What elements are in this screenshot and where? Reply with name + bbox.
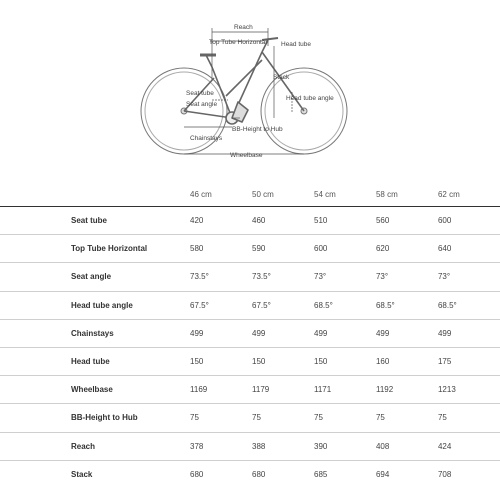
table-cell: 75: [375, 413, 385, 423]
label-stack: Stack: [273, 74, 290, 81]
table-cell: 640: [437, 244, 452, 254]
table-cell: 1171: [314, 385, 332, 395]
frame: [184, 38, 304, 124]
table-cell: 73°: [375, 272, 389, 282]
table-cell: 67.5°: [190, 300, 209, 310]
table-row: [0, 376, 500, 404]
table-cell: 150: [314, 357, 328, 367]
table-cell: 620: [375, 244, 390, 254]
row-label: BB-Height to Hub: [71, 413, 138, 423]
table-cell: 694: [375, 469, 390, 479]
row-label: Wheelbase: [71, 385, 113, 395]
table-cell: 73°: [437, 272, 451, 282]
table-row: [0, 291, 500, 319]
table-cell: 680: [190, 469, 204, 479]
table-cell: 378: [190, 441, 204, 451]
table-cell: 390: [314, 441, 328, 451]
table-cell: 499: [314, 328, 328, 338]
label-chainstays: Chainstays: [190, 135, 223, 142]
label-seat-tube: Seat tube: [186, 90, 214, 97]
table-cell: 75: [190, 413, 199, 423]
label-top-tube-horizontal: Top Tube Horizontal: [209, 39, 267, 46]
table-cell: 1213: [437, 385, 456, 395]
table-cell: 1169: [190, 385, 208, 395]
table-row: [0, 404, 500, 432]
table-row: [0, 432, 500, 460]
table-cell: 600: [314, 244, 328, 254]
table-cell: 68.5°: [314, 300, 333, 310]
row-label: Seat angle: [71, 272, 112, 282]
table-cell: 388: [252, 441, 266, 451]
table-cell: 680: [252, 469, 266, 479]
row-label: Stack: [71, 469, 93, 479]
size-header: 50 cm: [252, 189, 274, 199]
table-row: [0, 319, 500, 347]
table-cell: 685: [314, 469, 328, 479]
bike-drawing: [0, 0, 500, 175]
table-cell: 73°: [314, 272, 327, 282]
size-header: 54 cm: [314, 189, 336, 199]
table-cell: 1179: [252, 385, 270, 395]
size-header: 46 cm: [190, 189, 212, 199]
table-cell: 499: [437, 328, 452, 338]
label-wheelbase: Wheelbase: [230, 152, 263, 159]
table-row: [0, 207, 500, 235]
row-label: Head tube: [71, 357, 110, 367]
table-cell: 75: [437, 413, 447, 423]
table-cell: 420: [190, 216, 204, 226]
table-cell: 68.5°: [437, 300, 457, 310]
size-header: 62 cm: [437, 189, 460, 199]
size-header: 58 cm: [375, 189, 398, 199]
table-cell: 460: [252, 216, 266, 226]
table-cell: 408: [375, 441, 390, 451]
label-seat-angle: Seat angle: [186, 101, 218, 108]
table-cell: 150: [190, 357, 204, 367]
table-cell: 75: [252, 413, 261, 423]
corner-cell: [0, 182, 190, 207]
label-reach: Reach: [234, 24, 253, 31]
table-row: [0, 263, 500, 291]
size-header-row: [0, 182, 500, 207]
table-cell: 73.5°: [252, 272, 271, 282]
row-label: Seat tube: [71, 216, 108, 226]
table-cell: 150: [252, 357, 266, 367]
table-cell: 424: [437, 441, 452, 451]
table-row: [0, 347, 500, 375]
row-label: Top Tube Horizontal: [71, 244, 148, 254]
row-label: Head tube angle: [71, 300, 133, 310]
table-row: [0, 235, 500, 263]
table-cell: 160: [375, 357, 390, 367]
label-bb-height-to-hub: BB-Height to Hub: [232, 126, 283, 133]
table-cell: 600: [437, 216, 452, 226]
label-head-tube-angle: Head tube angle: [286, 95, 334, 102]
table-cell: 510: [314, 216, 328, 226]
geometry-table: [0, 182, 500, 488]
table-cell: 560: [375, 216, 390, 226]
bike-geometry-diagram: [0, 0, 500, 175]
label-head-tube: Head tube: [281, 41, 311, 48]
table-cell: 708: [437, 469, 452, 479]
table-cell: 75: [314, 413, 323, 423]
table-cell: 499: [375, 328, 390, 338]
row-label: Reach: [71, 441, 96, 451]
table-cell: 499: [252, 328, 266, 338]
table-cell: 1192: [375, 385, 394, 395]
table-cell: 580: [190, 244, 204, 254]
row-label: Chainstays: [71, 328, 114, 338]
table-cell: 73.5°: [190, 272, 209, 282]
table-cell: 499: [190, 328, 204, 338]
table-cell: 68.5°: [375, 300, 395, 310]
table-cell: 175: [437, 357, 452, 367]
table-row: [0, 460, 500, 488]
table-cell: 67.5°: [252, 300, 271, 310]
table-cell: 590: [252, 244, 266, 254]
